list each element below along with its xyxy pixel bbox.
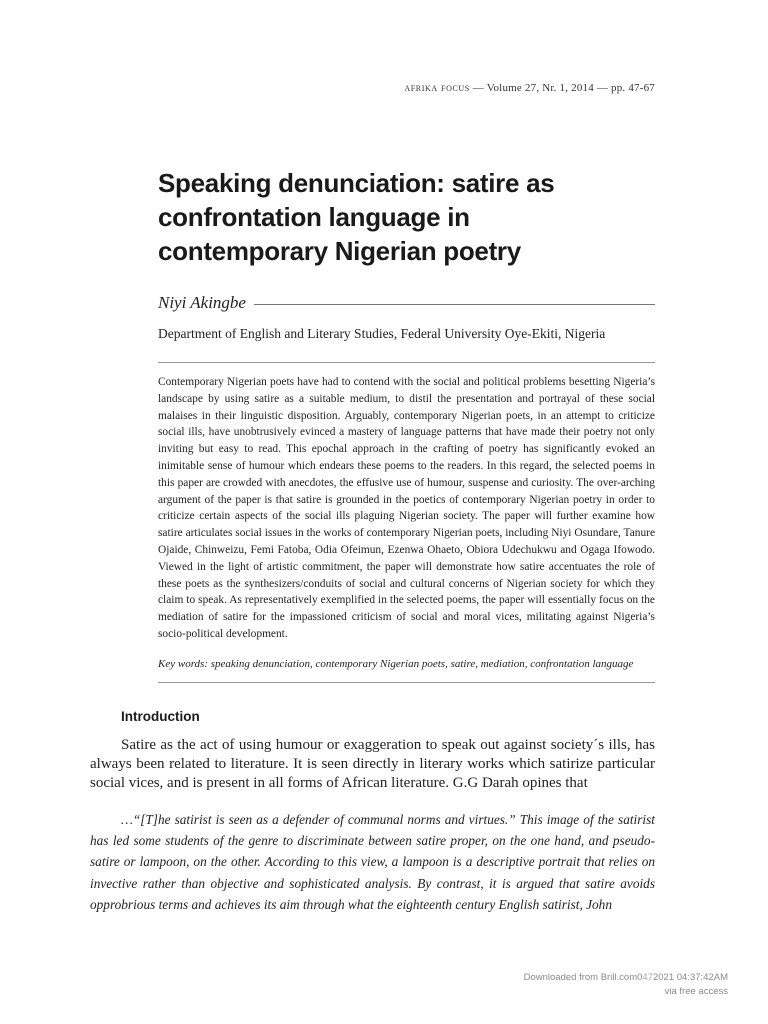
block-quote: …“[T]he satirist is seen as a defender of communal norms and virtues.” This image of the satirist has led some students of the genre to discriminate between satire proper, on the one hand, and pseudo-satire or lampoon, on the other. According to this view, a lampoon is a descriptive portrait that relies on invective rather than objective and sophisticated analysis. By contrast, it is argued that satire avoids opprobrious terms and achieves its aim through what the eighteenth century English satirist, John — [90, 812, 655, 912]
page-number: 47 — [642, 972, 653, 983]
abstract-text: Contemporary Nigerian poets have had to contend with the social and political problems besetting Nigeria’s landscape by using satire as a suitable medium, to distil the presentation and portrayal of these social malaises in their linguistic disposition. Arguably, contemporary Nigerian poets, in an attempt to criticize social ills, have unobtrusively evinced a mastery of language patterns that have made their poetry not only inviting but easy to read. This epochal approach in the crafting of poetry has significantly evoked an inimitable sense of humour which endears these poems to the readers. In this regard, the selected poems in this paper are crowded with anecdotes, the effusive use of humour, suspense and curiosity. The over-arching argument of the paper is that satire is grounded in the poetics of contemporary Nigerian poetry in order to criticize certain aspects of the social ills plaguing Nigerian society. The paper will further examine how satire articulates social issues in the works of contemporary Nigerian poets, including Niyi Osundare, Tanure Ojaide, Chinweizu, Femi Fatoba, Odia Ofeimun, Ezenwa Ohaeto, Obiora Udechukwu and Ogaga Ifowodo. Viewed in the light of artistic commitment, the paper will demonstrate how satire accentuates the role of these poets as the synthesizers/conduits of social and cultural concerns of Nigerian society for which they claim to speak. As representatively exemplified in the selected poems, the paper will essentially focus on the mediation of satire for the impassioned criticism of social and moral vices, militating against Nigeria’s socio-political development. — [158, 376, 655, 640]
running-head — [404, 82, 655, 94]
download-footer — [524, 971, 728, 999]
author-divider — [254, 304, 655, 305]
article-title: Speaking denunciation: satire as confrontation language in contemporary Nigerian poetry — [158, 168, 555, 266]
author-row — [158, 293, 655, 313]
abstract-bottom-rule — [158, 682, 655, 683]
author-name: Niyi Akingbe — [158, 293, 246, 312]
journal-issue-details: — Volume 27, Nr. 1, 2014 — pp. 47-67 — [469, 82, 655, 94]
keywords: Key words: speaking denunciation, contemporary Nigerian poets, satire, mediation, confrontation language — [158, 658, 634, 670]
download-notice: Downloaded from Brill.com0472021 04:37:42AM — [523, 972, 728, 983]
intro-paragraph: Satire as the act of using humour or exaggeration to speak out against society´s ills, has always been related to literature. It is seen directly in literary works which satirize particular social vices, and is present in all forms of African literature. G.G Darah opines that — [90, 737, 655, 791]
abstract-top-rule — [158, 362, 655, 363]
journal-name: afrika focus — [404, 82, 470, 94]
section-heading-introduction: Introduction — [121, 709, 200, 724]
access-notice: via free access — [664, 986, 728, 997]
author-affiliation: Department of English and Literary Studies, Federal University Oye-Ekiti, Nigeria — [158, 326, 606, 341]
